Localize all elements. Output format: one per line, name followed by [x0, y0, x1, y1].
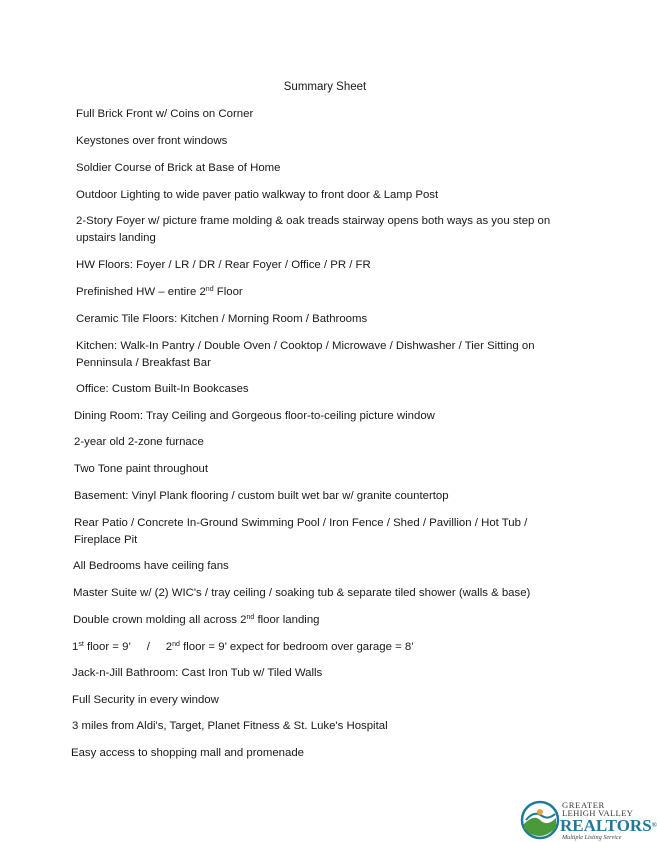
greater-lehigh-valley-realtors-logo — [520, 798, 657, 842]
logo-line-realtors: REALTORS® — [560, 816, 657, 835]
summary-item: Prefinished HW – entire 2nd Floor — [76, 286, 243, 298]
page-title — [0, 81, 650, 93]
summary-item: Kitchen: Walk-In Pantry / Double Oven / Cooktop / Microwave / Dishwasher / Tier Sitting on Penninsula / Breakfast Bar — [76, 340, 535, 369]
summary-item: Two Tone paint throughout — [74, 463, 209, 475]
summary-item: Jack-n-Jill Bathroom: Cast Iron Tub w/ Tiled Walls — [72, 667, 323, 679]
summary-item: Easy access to shopping mall and promenade — [71, 747, 305, 759]
logo-line-lehigh-valley: LEHIGH VALLEY — [562, 808, 634, 818]
page-title-text: Summary Sheet — [283, 81, 367, 93]
summary-item: 3 miles from Aldi's, Target, Planet Fitness & St. Luke's Hospital — [72, 720, 388, 732]
summary-item: Rear Patio / Concrete In-Ground Swimming Pool / Iron Fence / Shed / Pavillion / Hot Tub / Fireplace Pit — [74, 517, 528, 546]
summary-item: Keystones over front windows — [76, 135, 228, 147]
summary-item: HW Floors: Foyer / LR / DR / Rear Foyer / Office / PR / FR — [76, 259, 371, 271]
summary-item: 2-Story Foyer w/ picture frame molding & oak treads stairway opens both ways as you step on upstairs landing — [76, 215, 551, 244]
logo-emblem-icon — [520, 800, 560, 840]
summary-item: Ceramic Tile Floors: Kitchen / Morning Room / Bathrooms — [76, 313, 368, 325]
summary-item: Full Brick Front w/ Coins on Corner — [76, 108, 254, 120]
summary-item: Full Security in every window — [72, 694, 219, 706]
summary-item: Soldier Course of Brick at Base of Home — [76, 162, 281, 174]
summary-item: 2-year old 2-zone furnace — [74, 436, 204, 448]
summary-item: Dining Room: Tray Ceiling and Gorgeous floor-to-ceiling picture window — [74, 410, 435, 422]
summary-item: Outdoor Lighting to wide paver patio walkway to front door & Lamp Post — [76, 189, 439, 201]
summary-item: Office: Custom Built-In Bookcases — [76, 383, 249, 395]
summary-item: Basement: Vinyl Plank flooring / custom built wet bar w/ granite countertop — [74, 490, 449, 502]
logo-line-mls: Multiple Listing Service — [562, 834, 622, 841]
summary-item: 1st floor = 9’ / 2nd floor = 9’ expect for bedroom over garage = 8’ — [72, 641, 414, 653]
summary-item: All Bedrooms have ceiling fans — [73, 560, 229, 572]
summary-item: Double crown molding all across 2nd floor landing — [73, 614, 320, 626]
summary-item: Master Suite w/ (2) WIC's / tray ceiling / soaking tub & separate tiled shower (walls & base) — [73, 587, 531, 599]
logo-line-greater: GREATER — [562, 800, 605, 810]
logo-realtors-text: REALTORS — [560, 816, 652, 835]
